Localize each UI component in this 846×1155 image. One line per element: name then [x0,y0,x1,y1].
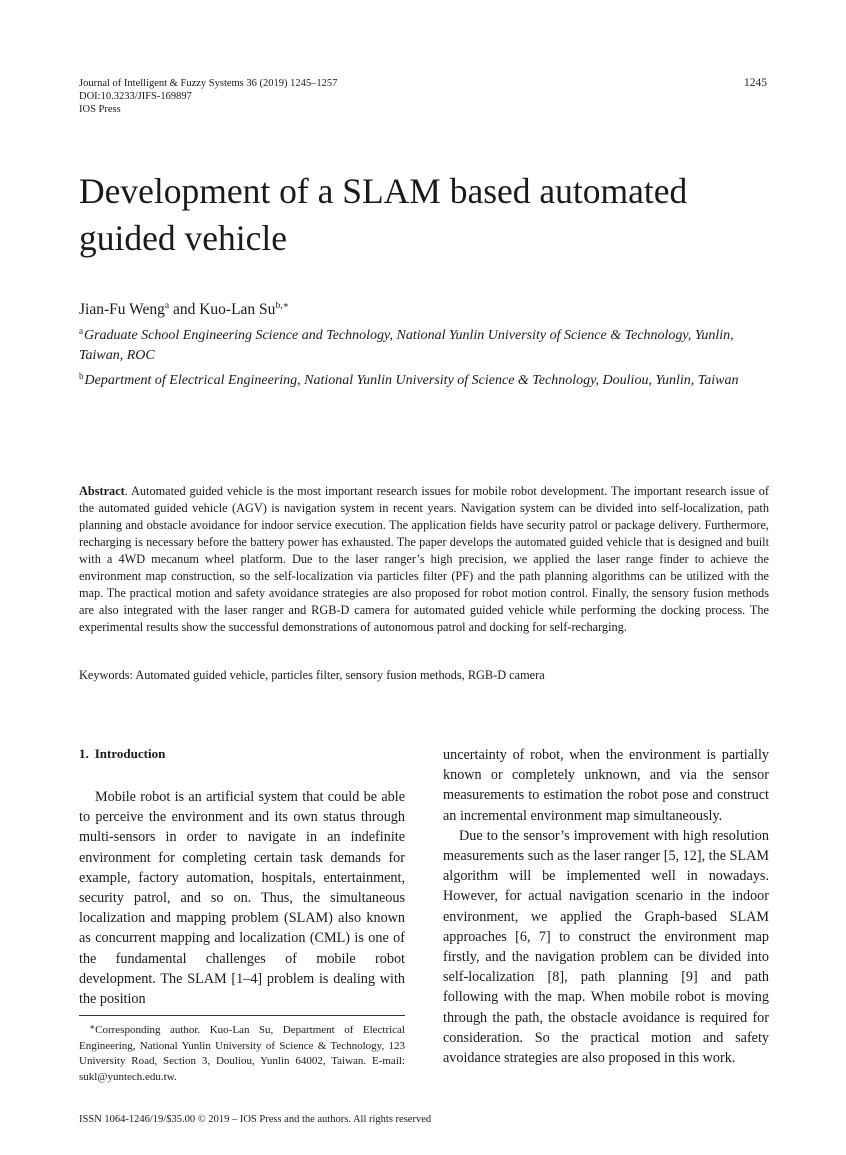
author-line [79,300,289,319]
journal-header [79,77,337,116]
body-paragraph: Due to the sensor’s improvement with high resolution measurements such as the laser ranger [5, 12], the SLAM algorithm will be implemented well in nowadays. However, for actual navigation scenario in the indoor environment, we applied the Graph-based SLAM approaches [6, 7] to construct the environment map firstly, and the navigation problem can be divided into self-localization [8], path planning [9] and path following with the map. When mobile robot is moving through the path, the obstacle avoidance is required for consideration. So the practical motion and safety avoidance strategies are also proposed in this work. [443,827,769,1067]
footnote-divider [79,1015,405,1016]
copyright-footer: ISSN 1064-1246/19/$35.00 © 2019 – IOS Press and the authors. All rights reserved [79,1114,432,1125]
right-column [443,745,769,1068]
footnote-mark: ∗ [89,1022,96,1032]
page-number: 1245 [744,77,767,89]
section-number: 1. [79,746,89,761]
author-connector: and [169,301,200,318]
body-paragraph: uncertainty of robot, when the environment is partially known or completely unknown, and via the sensor measurements to estimation the robot pose and construct an incremental environment map simultaneously. [443,747,769,824]
footnote-text: Corresponding author. Kuo-Lan Su, Department of Electrical Engineering, National Yunlin University of Science & Technology, 123 University Road, Section 3, Douliou, Yunlin 64002, Taiwan. E-mail: sukl@yuntech.edu.tw. [79,1024,405,1083]
author-affiliation-mark: a [164,301,170,311]
affiliations [79,321,739,391]
publisher-name: IOS Press [79,104,121,115]
abstract [79,483,769,636]
section-title: Introduction [94,746,166,761]
journal-citation: Journal of Intelligent & Fuzzy Systems 36 (2019) 1245–1257 [79,78,338,89]
abstract-label: Abstract [79,484,125,498]
abstract-text: . Automated guided vehicle is the most important research issues for mobile robot development. The important research issue of the automated guided vehicle (AGV) is navigation system in recent years. Navigation system can be divided into self-localization, path planning and obstacle avoidance for indoor service execution. The application fields have security patrol or package delivery. Furthermore, recharging is necessary before the battery power has exhausted. The paper develops the automated guided vehicle that is designed and built with a 4WD mecanum wheel platform. Due to the laser ranger’s high precision, we applied the laser range finder to achieve the environment map construction, so the self-localization via particles filter (PF) and the path planning algorithms can be utilized with the map. The practical motion and safety avoidance strategies are also proposed for robot motion control. Finally, the sensory fusion methods are also integrated with the laser ranger and RGB-D camera for automated guided vehicle while performing the docking process. The experimental results show the successful demonstrations of autonomous patrol and docking for self-recharging. [79,484,769,634]
affiliation-mark: b [79,371,84,381]
paper-title: Development of a SLAM based automated guided vehicle [79,171,688,258]
affiliation-entry [79,321,739,366]
doi-link[interactable]: DOI:10.3233/JIFS-169897 [79,91,192,102]
affiliation-text: Graduate School Engineering Science and Technology, National Yunlin University of Science & Technology, Yunlin, Taiwan, ROC [79,328,734,363]
section-heading [79,745,405,763]
keywords: Keywords: Automated guided vehicle, particles filter, sensory fusion methods, RGB-D camera [79,668,545,682]
author-affiliation-mark: b,∗ [275,301,290,311]
left-column [79,745,405,1009]
affiliation-mark: a [79,326,83,336]
author-name: Kuo-Lan Su [199,301,276,318]
affiliation-entry [79,366,739,391]
corresponding-author-footnote [79,1020,405,1085]
author-name: Jian-Fu Weng [79,301,165,318]
body-paragraph: Mobile robot is an artificial system that could be able to perceive the environment and its own status through multi-sensors in order to navigate in an indefinite environment for completing certain task demands for example, factory automation, hospitals, entertainment, security patrol, and so on. Thus, the simultaneous localization and mapping problem (SLAM) also known as concurrent mapping and localization (CML) is one of the fundamental challenges of mobile robot development. The SLAM [1–4] problem is dealing with the position [79,789,405,1008]
affiliation-text: Department of Electrical Engineering, National Yunlin University of Science & Technology, Douliou, Yunlin, Taiwan [84,373,739,388]
